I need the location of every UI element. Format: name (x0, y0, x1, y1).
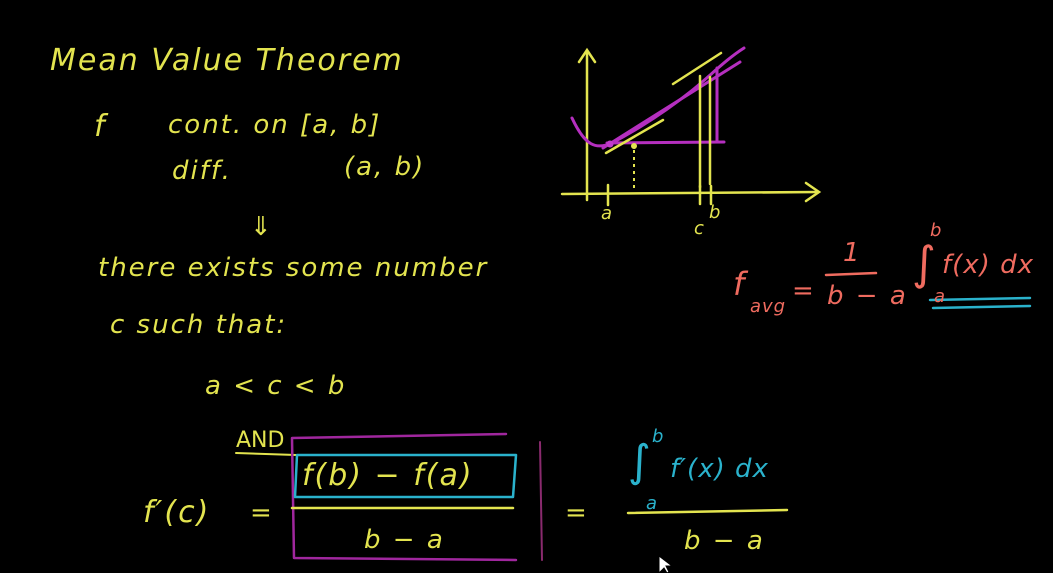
tangent-lines (606, 53, 721, 187)
such-that-statement: c such that: (110, 310, 288, 340)
point-a (607, 141, 614, 148)
open-interval: (a, b) (344, 152, 426, 182)
mvt-equals-1: = (250, 498, 274, 528)
differentiability-label: diff. (172, 156, 232, 186)
favg-lower-limit: a (934, 286, 948, 307)
mvt-numerator: f(b) − f(a) (302, 458, 474, 493)
theorem-title: Mean Value Theorem (50, 43, 404, 78)
favg-integral-icon: ∫ (912, 236, 938, 290)
favg-integrand: f(x) dx (942, 250, 1034, 280)
tick-label-a: a (601, 203, 615, 224)
and-label: AND (236, 428, 285, 453)
mvt-lhs: f′(c) (143, 495, 211, 530)
favg-subscript: avg (750, 296, 787, 317)
favg-denominator: b − a (827, 281, 908, 311)
secant-line (603, 62, 740, 148)
mvt-equals-2: = (565, 498, 589, 528)
point-c (631, 143, 637, 149)
favg-numerator: 1 (843, 238, 862, 268)
rhs-integral-icon: ∫ (628, 436, 653, 487)
favg-f: f (733, 265, 747, 303)
favg-fraction-bar (826, 273, 876, 275)
tick-label-c: c (694, 218, 706, 239)
rhs-upper-limit: b (652, 426, 666, 447)
rhs-lower-limit: a (646, 493, 660, 514)
continuity-condition: cont. on [a, b] (168, 110, 382, 140)
favg-upper-limit: b (930, 220, 944, 241)
exists-statement: there exists some number (98, 253, 489, 283)
rhs-integrand: f′(x) dx (670, 454, 769, 484)
graph-ticks (608, 185, 711, 205)
f-label: f (94, 109, 107, 144)
favg-equals: = (792, 276, 816, 306)
tick-label-b: b (709, 202, 723, 223)
mouse-pointer-icon (659, 556, 672, 573)
mvt-denominator: b − a (364, 525, 445, 555)
inequality: a < c < b (205, 371, 347, 401)
separator-line (540, 442, 542, 560)
and-underline (236, 453, 296, 455)
implies-arrow-icon: ⇓ (250, 212, 274, 242)
rhs-denominator: b − a (684, 526, 765, 556)
